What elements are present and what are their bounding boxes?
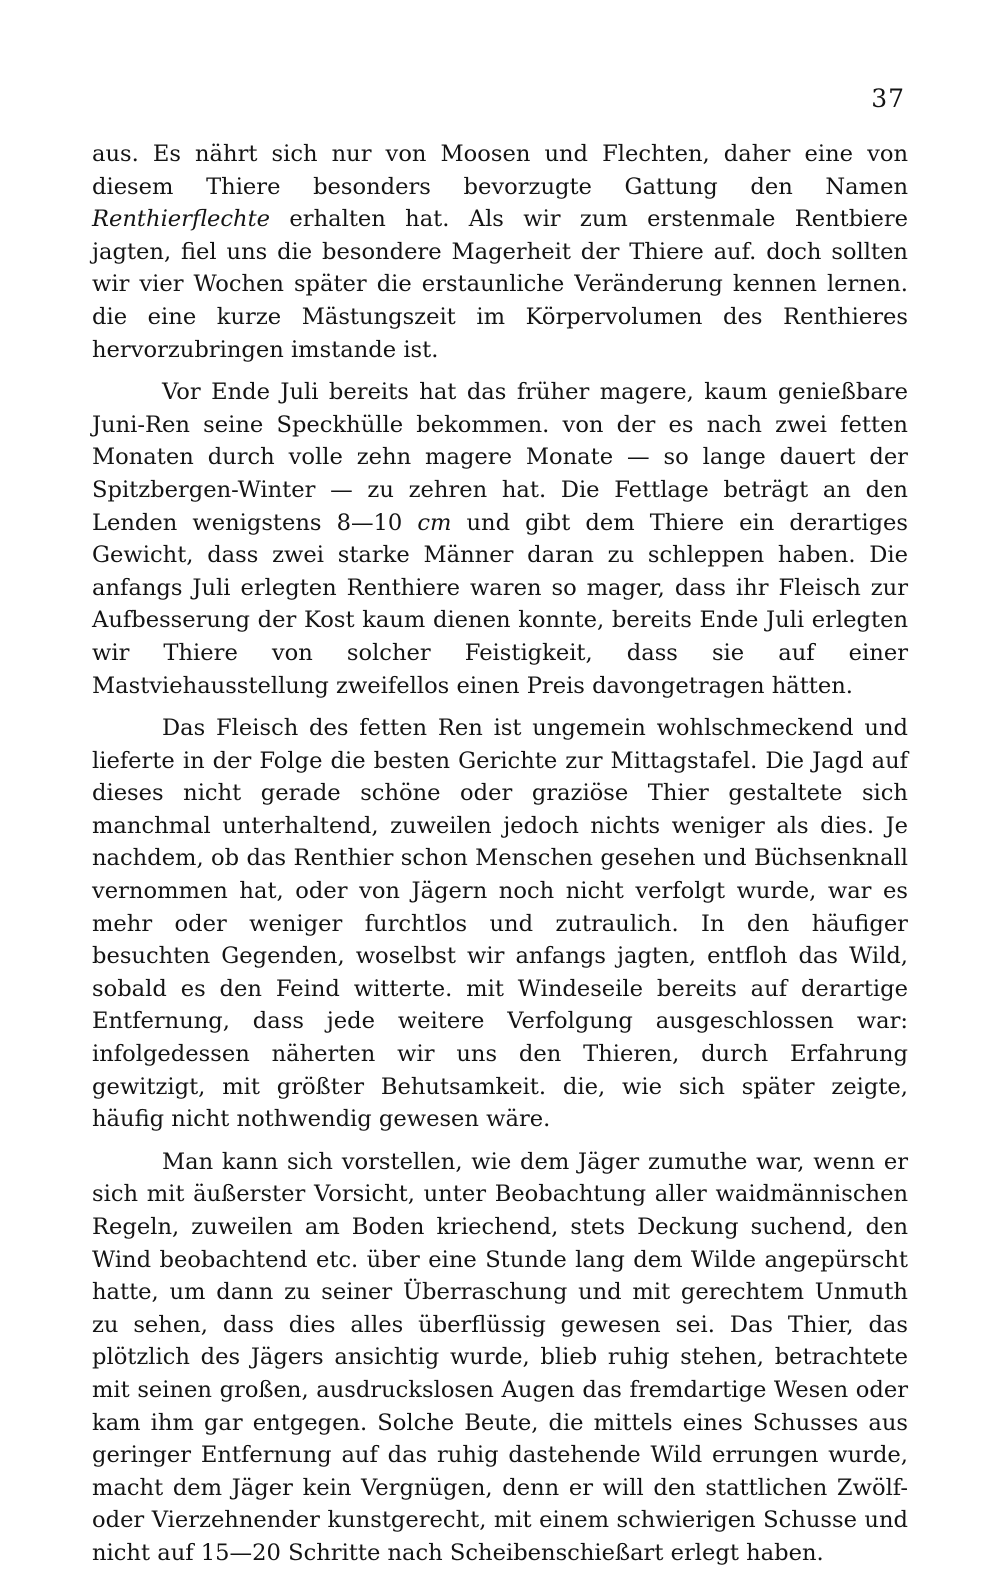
page-number: 37 <box>871 84 905 113</box>
body-text <box>92 138 908 1570</box>
text-run: Vor Ende Juli bereits hat das früher magere, kaum genießbare Juni-Ren seine Speckhülle bekommen. von der es nach zwei fetten Monaten durch volle zehn magere Monate — so lange dauert der Spitzbergen-Winter — zu zehren hat. Die Fettlage beträgt an den Lenden wenigstens 8—10 <box>92 379 908 536</box>
paragraph <box>92 138 908 366</box>
text-run: und gibt dem Thiere ein derartiges Gewicht, dass zwei starke Männer daran zu schleppen haben. Die anfangs Juli erlegten Renthiere waren so mager, dass ihr Fleisch zur Aufbesserung der Kost kaum dienen konnte, bereits Ende Juli erlegten wir Thiere von solcher Feistigkeit, dass sie auf einer Mastviehausstellung zweifellos einen Preis davongetragen hätten. <box>92 509 909 699</box>
text-run: Das Fleisch des fetten Ren ist ungemein wohlschmeckend und lieferte in der Folge die besten Gerichte zur Mittagstafel. Die Jagd auf dieses nicht gerade schöne oder graziöse Thier gestaltete sich manchmal unterhaltend, zuweilen jedoch nichts weniger als dies. Je nachdem, ob das Renthier schon Menschen gesehen und Büchsenknall vernommen hat, oder von Jägern noch nicht verfolgt wurde, war es mehr oder weniger furchtlos und zutraulich. In den häufiger besuchten Gegenden, woselbst wir anfangs jagten, entfloh das Wild, sobald es den Feind witterte. mit Windeseile bereits auf derartige Entfernung, dass jede weitere Verfolgung ausgeschlossen war: infolgedessen näherten wir uns den Thieren, durch Erfahrung gewitzigt, mit größter Behutsamkeit. die, wie sich später zeigte, häufig nicht nothwendig gewesen wäre. <box>92 715 908 1133</box>
paragraph <box>92 1146 908 1570</box>
text-run: erhalten hat. Als wir zum erstenmale Rentbiere jagten, fiel uns die besondere Magerheit der Thiere auf. doch sollten wir vier Wochen später die erstaunliche Veränderung kennen lernen. die eine kurze Mästungszeit im Körpervolumen des Renthieres hervorzubringen imstande ist. <box>92 206 908 363</box>
text-run: aus. Es nährt sich nur von Moosen und Flechten, daher eine von diesem Thiere besonders bevorzugte Gattung den Namen <box>92 141 908 200</box>
paragraph <box>92 712 908 1136</box>
paragraph <box>92 376 908 702</box>
italic-term: Renthierflechte <box>92 206 271 233</box>
italic-term: cm <box>417 509 452 536</box>
text-run: Man kann sich vorstellen, wie dem Jäger zumuthe war, wenn er sich mit äußerster Vorsicht, unter Beobachtung aller waidmännischen Regeln, zuweilen am Boden kriechend, stets Deckung suchend, den Wind beobachtend etc. über eine Stunde lang dem Wilde angepürscht hatte, um dann zu seiner Überraschung und mit gerechtem Unmuth zu sehen, dass dies alles überflüssig gewesen sei. Das Thier, das plötzlich des Jägers ansichtig wurde, blieb ruhig stehen, betrachtete mit seinen großen, ausdruckslosen Augen das fremdartige Wesen oder kam ihm gar entgegen. Solche Beute, die mittels eines Schusses aus geringer Entfernung auf das ruhig dastehende Wild errungen wurde, macht dem Jäger kein Vergnügen, denn er will den stattlichen Zwölf- oder Vierzehnender kunstgerecht, mit einem schwierigen Schusse und nicht auf 15—20 Schritte nach Scheibenschießart erlegt haben. <box>92 1148 908 1566</box>
